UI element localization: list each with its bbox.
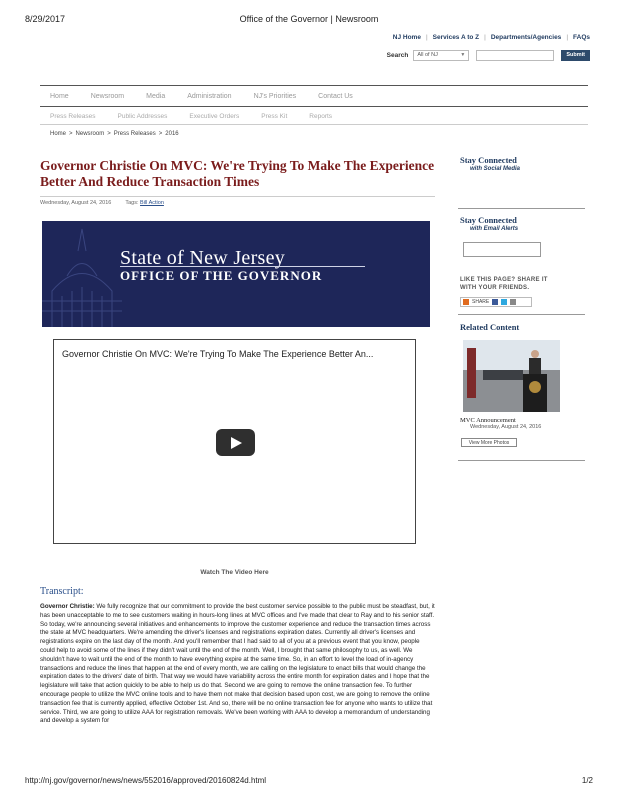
util-nav-services[interactable]: Services A to Z — [432, 34, 480, 41]
related-content-heading: Related Content — [460, 322, 520, 332]
related-caption[interactable]: MVC Announcement — [460, 417, 516, 424]
speaker-name: Governor Christie: — [40, 603, 95, 610]
divider — [40, 196, 435, 197]
podium-photo-icon — [463, 340, 560, 412]
email-field[interactable] — [463, 242, 541, 257]
transcript-body — [40, 603, 435, 726]
nav-media[interactable]: Media — [146, 92, 166, 100]
breadcrumb-separator: > — [69, 131, 73, 137]
email-alerts-subheading: with Email Alerts — [470, 226, 519, 232]
watch-video-label: Watch The Video Here — [200, 569, 269, 576]
search-submit-button[interactable]: Submit — [561, 50, 590, 61]
related-date: Wednesday, August 24, 2016 — [470, 424, 542, 430]
breadcrumb — [50, 131, 179, 137]
sidebar-divider — [458, 208, 585, 209]
separator: | — [484, 34, 486, 41]
play-icon[interactable] — [216, 429, 255, 456]
transcript-text: We fully recognize that our commitment to provide the best customer service possible to the public must be steadfast, but, it has been unacceptable to me to see customers waiting in hours-long lines at MVC offices and I've made that clear to Ray and to his senior staff. So today, we're announcing several initiatives and enhancements to improve the customer experience and reduce the transaction times across the state at MVC headquarters. We're amending the driver's licenses and registrations expiration dates. Currently all driver's licenses and registrations expire on the last day of the month. And you'll remember that I had said to all of you at a previous event that you know, people could help to avoid some of the lines if they didn't wait until the end of the month. Well, I brought that same philosophy to us, as well. We shouldn't have to wait until the end of the month to have everything expire at the same time. So, in an effort to level the load of in-agency transactions and reduce the lines that happen at the end of every month, we are calling on the legislature to enact bills that would change the expiration dates to the drivers' date of birth. That way we would have variability across the entire month for expiration dates and I hope that the legislature will take that action quickly to be able to help us do that. Second we are going to remove the online transaction fee. To further encourage people to utilize the MVC online tools and to have them not make that decision based upon cost, we are going to remove the online transaction fee that is currently applied, effective October 1st. And so, there will be no online transaction fee for anyone who wants to utilize that service. Third, we are going to utilize AAA for registration removals. We've been working with AAA to develop a memorandum of understanding and develop a system for — [40, 603, 435, 725]
breadcrumb-separator: > — [158, 131, 163, 137]
share-prompt-line2: WITH YOUR FRIENDS. — [460, 285, 530, 291]
nav-nj-priorities[interactable]: NJ's Priorities — [253, 92, 297, 100]
search-scope-select[interactable] — [413, 50, 469, 61]
divider — [40, 124, 588, 125]
social-media-subheading: with Social Media — [470, 166, 521, 172]
banner-rule — [120, 266, 365, 267]
subnav-press-kit[interactable]: Press Kit — [261, 113, 288, 120]
nav-contact-us[interactable]: Contact Us — [318, 92, 353, 100]
share-icon — [463, 299, 469, 305]
page-title: Governor Christie On MVC: We're Trying To Make The Experience Better And Reduce Transaction Times — [40, 158, 435, 189]
separator: | — [425, 34, 428, 41]
chevron-down-icon: ▼ — [460, 52, 466, 58]
banner-state-title: State of New Jersey — [120, 247, 286, 269]
nav-home[interactable]: Home — [50, 92, 69, 100]
share-prompt-line1: LIKE THIS PAGE? SHARE IT — [460, 277, 548, 283]
breadcrumb-separator: > — [107, 131, 111, 137]
breadcrumb-press-releases[interactable]: Press Releases — [113, 131, 156, 137]
search-bar — [387, 50, 590, 61]
nav-administration[interactable]: Administration — [187, 92, 232, 100]
stay-connected-social-heading: Stay Connected — [460, 155, 517, 165]
share-button[interactable] — [460, 297, 532, 307]
sub-nav — [50, 113, 332, 120]
sidebar-divider — [458, 314, 585, 315]
util-nav-departments[interactable]: Departments/Agencies — [490, 34, 562, 41]
breadcrumb-home[interactable]: Home — [50, 131, 67, 137]
breadcrumb-year[interactable]: 2016 — [165, 131, 179, 137]
video-player[interactable] — [53, 339, 416, 544]
tags-label: Tags: — [125, 200, 139, 206]
subnav-press-releases[interactable]: Press Releases — [50, 113, 96, 120]
related-photo[interactable] — [463, 340, 560, 412]
subnav-public-addresses[interactable]: Public Addresses — [117, 113, 168, 120]
twitter-icon[interactable] — [501, 299, 507, 305]
search-input[interactable] — [476, 50, 554, 61]
email-icon[interactable] — [510, 299, 516, 305]
utility-nav — [393, 34, 590, 41]
main-nav — [40, 85, 588, 107]
facebook-icon[interactable] — [492, 299, 498, 305]
search-label: Search — [386, 52, 409, 59]
tags — [125, 200, 164, 206]
share-label: SHARE — [472, 299, 490, 305]
subnav-executive-orders[interactable]: Executive Orders — [189, 113, 240, 120]
tag-link[interactable]: Bill Action — [140, 200, 164, 206]
banner-office-title: OFFICE OF THE GOVERNOR — [120, 268, 323, 283]
subnav-reports[interactable]: Reports — [309, 113, 333, 120]
video-title[interactable]: Governor Christie On MVC: We're Trying To Make The Experience Better An... — [62, 349, 374, 359]
print-url: http://nj.gov/governor/news/news/552016/approved/20160824d.html — [25, 776, 267, 785]
share-prompt — [460, 276, 548, 292]
breadcrumb-newsroom[interactable]: Newsroom — [75, 131, 105, 137]
article-date: Wednesday, August 24, 2016 — [40, 200, 112, 206]
sidebar-divider — [458, 460, 585, 461]
separator: | — [566, 34, 569, 41]
nav-newsroom[interactable]: Newsroom — [90, 92, 125, 100]
print-page-number: 1/2 — [581, 776, 593, 785]
util-nav-faqs[interactable]: FAQs — [573, 34, 590, 41]
article-meta — [40, 200, 164, 206]
print-date: 8/29/2017 — [25, 14, 66, 24]
search-scope-value: All of NJ — [417, 52, 438, 58]
print-title: Office of the Governor | Newsroom — [239, 14, 379, 24]
view-more-photos-button[interactable]: View More Photos — [461, 438, 517, 447]
governor-banner — [42, 221, 430, 327]
transcript-heading: Transcript: — [40, 586, 84, 597]
util-nav-nj-home[interactable]: NJ Home — [392, 34, 421, 41]
stay-connected-email-heading: Stay Connected — [460, 215, 517, 225]
